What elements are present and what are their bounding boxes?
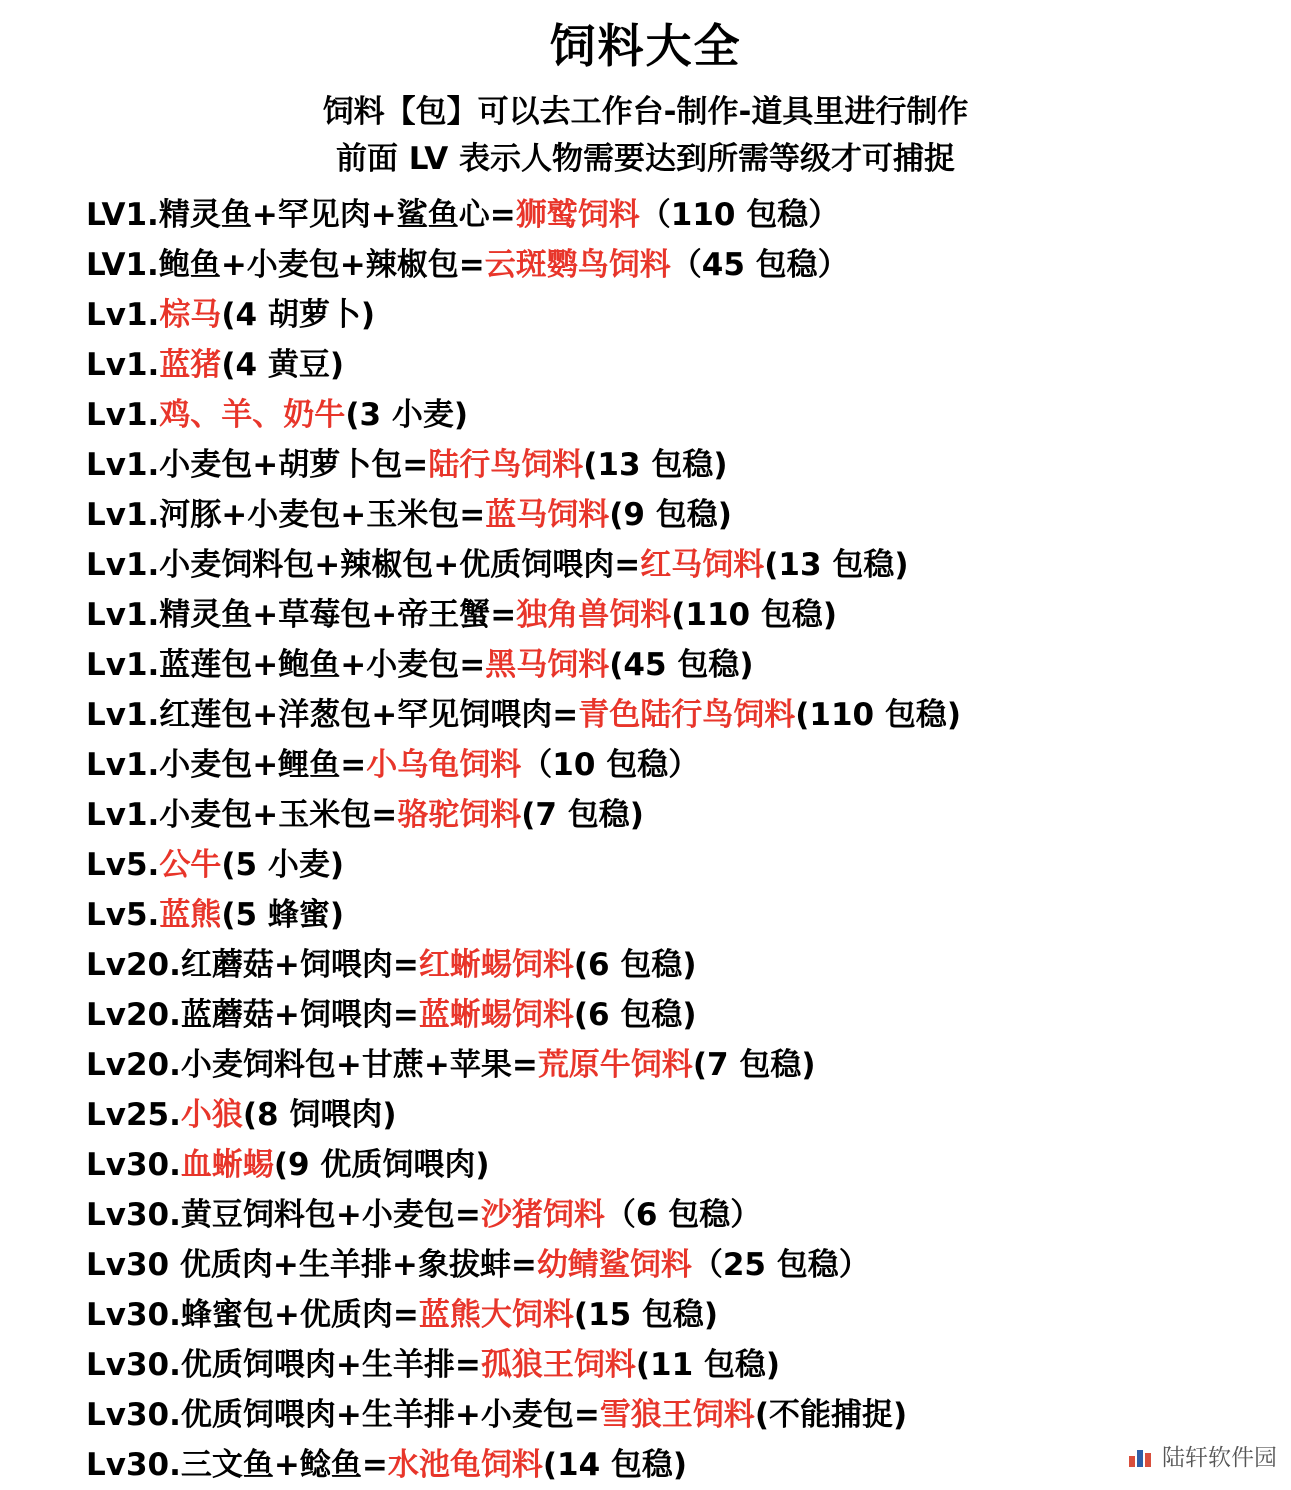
recipe-list	[0, 190, 1291, 1490]
recipe-result: 红马饲料	[640, 546, 765, 583]
recipe-row	[86, 790, 1291, 840]
recipe-ingredients: Lv1.小麦包+鲤鱼=	[86, 746, 367, 783]
recipe-note: （10 包稳）	[521, 746, 700, 783]
watermark	[1126, 1439, 1277, 1472]
recipe-ingredients: Lv1.小麦包+玉米包=	[86, 796, 398, 833]
recipe-note: (3 小麦)	[345, 396, 469, 433]
recipe-result: 骆驼饲料	[397, 796, 522, 833]
recipe-ingredients: Lv30.优质饲喂肉+生羊排+小麦包=	[86, 1396, 600, 1433]
recipe-ingredients: Lv5.	[86, 846, 160, 883]
recipe-note: (5 蜂蜜)	[221, 896, 345, 933]
recipe-row	[86, 1140, 1291, 1190]
recipe-ingredients: Lv1.精灵鱼+草莓包+帝王蟹=	[86, 596, 517, 633]
recipe-note: (13 包稳)	[583, 446, 728, 483]
recipe-ingredients: Lv30.蜂蜜包+优质肉=	[86, 1296, 419, 1333]
recipe-row	[86, 890, 1291, 940]
recipe-note: (15 包稳)	[573, 1296, 719, 1333]
chart-building-icon	[1126, 1442, 1154, 1470]
recipe-row	[86, 740, 1291, 790]
recipe-row	[86, 390, 1291, 440]
recipe-result: 雪狼王饲料	[599, 1396, 755, 1433]
recipe-result: 小狼	[180, 1096, 243, 1133]
recipe-ingredients: Lv1.河豚+小麦包+玉米包=	[86, 496, 486, 533]
recipe-result: 红蜥蜴饲料	[418, 946, 574, 983]
page-title: 饲料大全	[549, 19, 742, 73]
recipe-ingredients: Lv1.红莲包+洋葱包+罕见饲喂肉=	[86, 696, 579, 733]
recipe-result: 蓝马饲料	[485, 496, 610, 533]
recipe-note: (7 包稳)	[521, 796, 644, 833]
recipe-note: (13 包稳)	[764, 546, 909, 583]
recipe-note: （45 包稳）	[670, 246, 849, 283]
recipe-ingredients: Lv1.小麦包+胡萝卜包=	[86, 446, 429, 483]
recipe-note: (9 包稳)	[609, 496, 732, 533]
recipe-row	[86, 490, 1291, 540]
recipe-result: 公牛	[159, 846, 222, 883]
recipe-result: 云斑鹦鸟饲料	[484, 246, 671, 283]
recipe-ingredients: Lv30 优质肉+生羊排+象拔蚌=	[86, 1246, 537, 1283]
recipe-row	[86, 990, 1291, 1040]
recipe-row	[86, 1090, 1291, 1140]
recipe-row	[86, 1440, 1291, 1490]
recipe-note: （110 包稳）	[639, 196, 840, 233]
recipe-result: 水池龟饲料	[387, 1446, 543, 1483]
recipe-row	[86, 1290, 1291, 1340]
recipe-note: (110 包稳)	[795, 696, 962, 733]
recipe-result: 陆行鸟饲料	[428, 446, 584, 483]
recipe-row	[86, 190, 1291, 240]
recipe-ingredients: Lv30.三文鱼+鲶鱼=	[86, 1446, 388, 1483]
watermark-text: 陆轩软件园	[1162, 1445, 1277, 1471]
recipe-row	[86, 840, 1291, 890]
recipe-row	[86, 440, 1291, 490]
recipe-ingredients: Lv1.小麦饲料包+辣椒包+优质饲喂肉=	[86, 546, 641, 583]
recipe-row	[86, 1190, 1291, 1240]
recipe-row	[86, 690, 1291, 740]
recipe-ingredients: LV1.鲍鱼+小麦包+辣椒包=	[86, 246, 485, 283]
recipe-result: 狮鹫饲料	[515, 196, 640, 233]
recipe-note: (11 包稳)	[635, 1346, 781, 1383]
recipe-note: （25 包稳）	[691, 1246, 870, 1283]
recipe-row	[86, 340, 1291, 390]
recipe-result: 小乌龟饲料	[366, 746, 522, 783]
recipe-row	[86, 590, 1291, 640]
recipe-note: (6 包稳)	[573, 946, 697, 983]
recipe-ingredients: Lv1.	[86, 346, 160, 383]
recipe-ingredients: Lv30.优质饲喂肉+生羊排=	[86, 1346, 481, 1383]
recipe-result: 独角兽饲料	[516, 596, 672, 633]
recipe-ingredients: Lv20.红蘑菇+饲喂肉=	[86, 946, 419, 983]
recipe-result: 黑马饲料	[485, 646, 610, 683]
recipe-result: 青色陆行鸟饲料	[578, 696, 796, 733]
recipe-row	[86, 640, 1291, 690]
recipe-result: 蓝熊	[159, 896, 222, 933]
recipe-result: 孤狼王饲料	[480, 1346, 636, 1383]
recipe-note: (7 包稳)	[692, 1046, 816, 1083]
recipe-ingredients: Lv20.小麦饲料包+甘蔗+苹果=	[86, 1046, 538, 1083]
subtitle-line-2: 前面 LV 表示人物需要达到所需等级才可捕捉	[335, 140, 956, 177]
recipe-note: (45 包稳)	[609, 646, 754, 683]
recipe-ingredients: Lv25.	[86, 1096, 181, 1133]
recipe-ingredients: Lv1.蓝莲包+鲍鱼+小麦包=	[86, 646, 486, 683]
recipe-ingredients: Lv1.	[86, 396, 160, 433]
recipe-result: 血蜥蜴	[180, 1146, 274, 1183]
recipe-row	[86, 940, 1291, 990]
recipe-note: (8 饲喂肉)	[242, 1096, 397, 1133]
recipe-ingredients: Lv20.蓝蘑菇+饲喂肉=	[86, 996, 419, 1033]
recipe-result: 棕马	[159, 296, 222, 333]
recipe-row	[86, 240, 1291, 290]
recipe-note: (6 包稳)	[573, 996, 697, 1033]
recipe-note: (4 胡萝卜)	[221, 296, 376, 333]
recipe-note: (9 优质饲喂肉)	[273, 1146, 490, 1183]
recipe-row	[86, 1340, 1291, 1390]
recipe-row	[86, 1390, 1291, 1440]
recipe-row	[86, 1240, 1291, 1290]
recipe-row	[86, 540, 1291, 590]
recipe-result: 荒原牛饲料	[537, 1046, 693, 1083]
recipe-note: (不能捕捉)	[754, 1396, 908, 1433]
recipe-note: (5 小麦)	[221, 846, 345, 883]
recipe-ingredients: LV1.精灵鱼+罕见肉+鲨鱼心=	[86, 196, 516, 233]
recipe-result: 幼鲭鲨饲料	[536, 1246, 692, 1283]
recipe-note: (110 包稳)	[671, 596, 838, 633]
recipe-result: 蓝熊大饲料	[418, 1296, 574, 1333]
recipe-ingredients: Lv5.	[86, 896, 160, 933]
recipe-ingredients: Lv1.	[86, 296, 160, 333]
recipe-note: （6 包稳）	[604, 1196, 762, 1233]
recipe-note: (4 黄豆)	[221, 346, 345, 383]
recipe-ingredients: Lv30.黄豆饲料包+小麦包=	[86, 1196, 481, 1233]
recipe-row	[86, 1040, 1291, 1090]
recipe-result: 鸡、羊、奶牛	[159, 396, 346, 433]
recipe-result: 蓝猪	[159, 346, 222, 383]
recipe-note: (14 包稳)	[542, 1446, 688, 1483]
recipe-result: 沙猪饲料	[480, 1196, 605, 1233]
recipe-row	[86, 290, 1291, 340]
recipe-result: 蓝蜥蜴饲料	[418, 996, 574, 1033]
recipe-ingredients: Lv30.	[86, 1146, 181, 1183]
subtitle-line-1: 饲料【包】可以去工作台-制作-道具里进行制作	[322, 94, 969, 130]
